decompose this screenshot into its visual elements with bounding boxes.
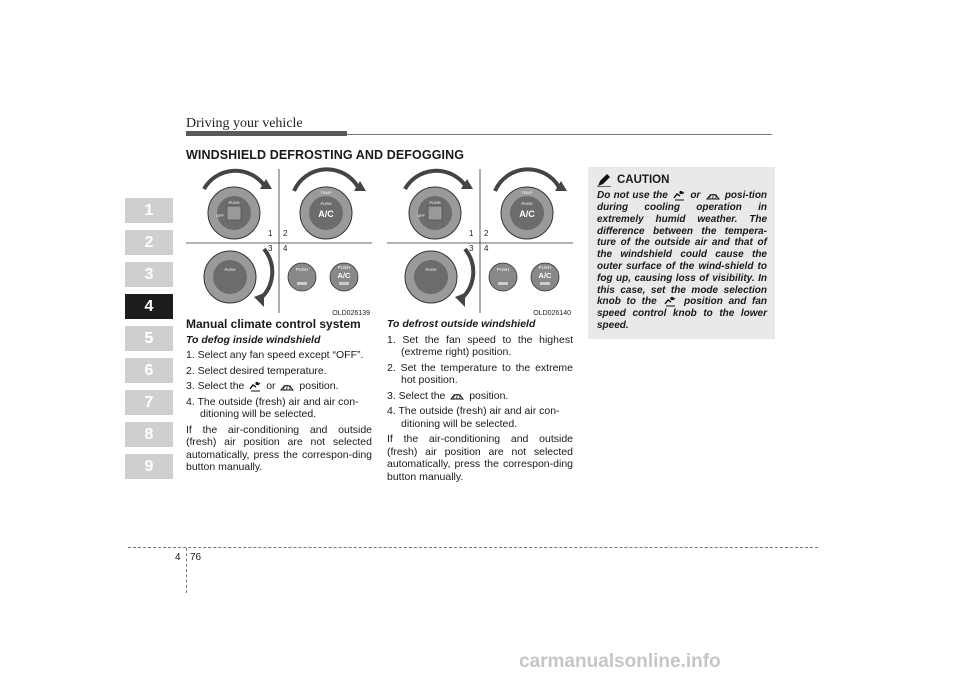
procedure-title: To defog inside windshield <box>186 333 321 346</box>
chapter-tab-8[interactable]: 8 <box>125 422 173 447</box>
push-label: PUSH <box>429 200 441 205</box>
quad-label-2: 2 <box>283 229 288 238</box>
quad-label-4: 4 <box>484 244 489 253</box>
push-label: PUSH <box>224 267 236 272</box>
push-label: PUSH <box>228 200 240 205</box>
step-3-text-a: 3. Select the <box>186 380 245 392</box>
step-2: 2. Select desired temperature. <box>186 364 327 377</box>
right-column <box>387 318 573 486</box>
step-3-text-a: 3. Select the <box>387 389 446 402</box>
push-label: PUSH <box>521 201 533 206</box>
step-3-text-b: position. <box>469 389 509 402</box>
push-label: PUSH <box>496 267 510 272</box>
caution-text-2: or <box>690 190 701 202</box>
chapter-tab-1[interactable]: 1 <box>125 198 173 223</box>
ac-label: A/C <box>337 271 351 280</box>
chapter-tab-5[interactable]: 5 <box>125 326 173 351</box>
pencil-icon <box>597 173 611 187</box>
footer-chapter-number: 4 <box>175 552 181 563</box>
push-label: PUSH <box>337 265 351 270</box>
header-rule <box>347 134 772 135</box>
off-label: OFF <box>417 213 425 218</box>
step-3 <box>186 380 372 393</box>
step-2: 2. Set the temperature to the extreme hot position. <box>387 361 573 386</box>
footer-divider <box>186 548 187 593</box>
manual-note: If the air-conditioning and outside (fresh) air position are not selected automatically, press the correspon-ding button manually. <box>387 433 573 483</box>
header-title: Driving your vehicle <box>186 116 303 131</box>
chapter-tab-2[interactable]: 2 <box>125 230 173 255</box>
caution-text <box>597 190 767 332</box>
chapter-tab-3[interactable]: 3 <box>125 262 173 287</box>
quad-label-4: 4 <box>283 244 288 253</box>
caution-box <box>588 167 775 339</box>
step-3-text-c: position. <box>299 380 339 392</box>
ac-label: A/C <box>538 271 552 280</box>
quad-label-1: 1 <box>469 229 474 238</box>
watermark: carmanualsonline.info <box>519 651 721 672</box>
chapter-tab-6[interactable]: 6 <box>125 358 173 383</box>
chapter-tabs <box>125 198 173 486</box>
off-label: OFF <box>216 213 224 218</box>
push-label: PUSH <box>320 201 332 206</box>
chapter-tab-4[interactable]: 4 <box>125 294 173 319</box>
caution-header <box>597 173 767 187</box>
step-1: 1. Select any fan speed except “OFF”. <box>186 349 364 361</box>
step-3-text-b: or <box>266 380 276 392</box>
push-label: PUSH <box>538 265 552 270</box>
caution-text-4: position and fan speed control knob to the lower speed. <box>597 296 768 332</box>
quad-label-1: 1 <box>268 229 273 238</box>
subsection-title: Manual climate control system <box>186 317 361 331</box>
step-4: 4. The outside (fresh) air and air con-ditioning will be selected. <box>387 405 560 430</box>
defrost-icon <box>280 381 294 392</box>
temp-label: TEMP <box>521 190 533 195</box>
caution-text-3: posi-tion during cooling operation in extremely humid weather. The difference between the tempera-ture of the outside air and that of the windshield could cause the outer surface of the wind-shield to fog up, causing loss of visibility. In this case, set the mode selection knob to the <box>597 190 768 308</box>
figure-code: OLD026140 <box>533 310 571 317</box>
temp-label: TEMP <box>320 190 332 195</box>
ac-label: A/C <box>318 209 334 219</box>
floor-defrost-mode-icon <box>673 190 685 201</box>
defrost-icon <box>706 190 720 201</box>
section-title: WINDSHIELD DEFROSTING AND DEFOGGING <box>186 148 465 162</box>
floor-defrost-mode-icon <box>249 381 261 392</box>
step-4: 4. The outside (fresh) air and air con-ditioning will be selected. <box>186 395 359 420</box>
manual-note: If the air-conditioning and outside (fresh) air position are not selected automatically, press the correspon-ding button manually. <box>186 423 372 473</box>
caution-text-1: Do not use the <box>597 190 668 202</box>
chapter-tab-9[interactable]: 9 <box>125 454 173 479</box>
chapter-tab-7[interactable]: 7 <box>125 390 173 415</box>
step-3 <box>387 390 573 403</box>
step-1: 1. Set the fan speed to the highest (extreme right) position. <box>387 333 573 358</box>
floor-defrost-mode-icon <box>664 296 676 307</box>
header-bar <box>186 131 347 136</box>
quad-label-3: 3 <box>469 244 474 253</box>
figure-defog <box>186 167 372 317</box>
caution-title: CAUTION <box>617 174 670 186</box>
ac-label: A/C <box>519 209 535 219</box>
climate-control-illustration <box>387 167 573 317</box>
procedure-title: To defrost outside windshield <box>387 318 536 330</box>
footer-rule <box>128 547 818 548</box>
figure-defrost <box>387 167 573 317</box>
quad-label-3: 3 <box>268 244 273 253</box>
left-column <box>186 318 372 477</box>
push-label: PUSH <box>425 267 437 272</box>
quad-label-2: 2 <box>484 229 489 238</box>
climate-control-illustration <box>186 167 372 317</box>
figure-code: OLD026139 <box>332 310 370 317</box>
push-label: PUSH <box>295 267 309 272</box>
footer-page-number: 76 <box>190 552 202 563</box>
defrost-icon <box>450 390 464 401</box>
